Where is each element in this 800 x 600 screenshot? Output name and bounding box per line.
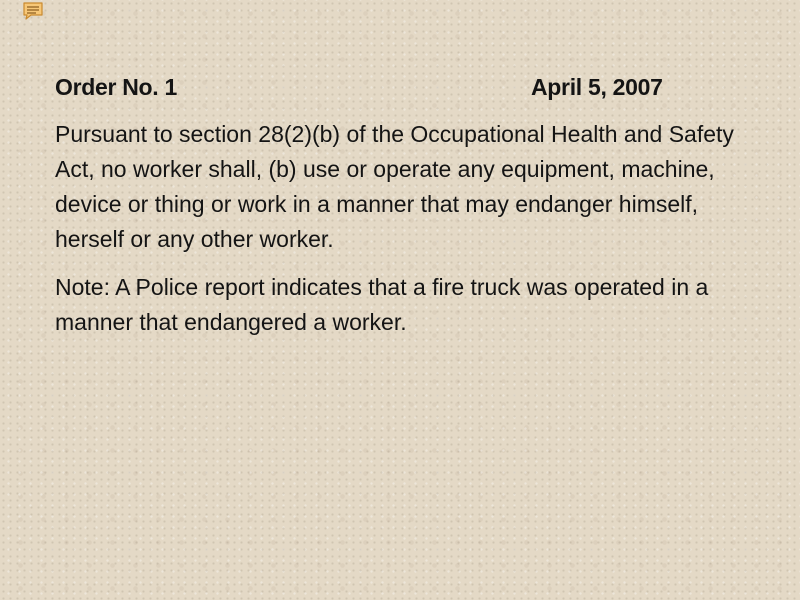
slide-content: [55, 74, 755, 340]
order-header: [55, 74, 755, 104]
note-paragraph: Note: A Police report indicates that a fire truck was operated in a manner that endangered a worker.: [55, 274, 709, 335]
order-number: Order No. 1: [55, 74, 177, 100]
comment-icon[interactable]: [22, 1, 44, 21]
order-date: April 5, 2007: [531, 74, 663, 100]
order-paragraph: Pursuant to section 28(2)(b) of the Occupational Health and Safety Act, no worker shall, (b) use or operate any equipment, machine, device or thing or work in a manner that may endanger himself, herself or any other worker.: [55, 121, 734, 252]
